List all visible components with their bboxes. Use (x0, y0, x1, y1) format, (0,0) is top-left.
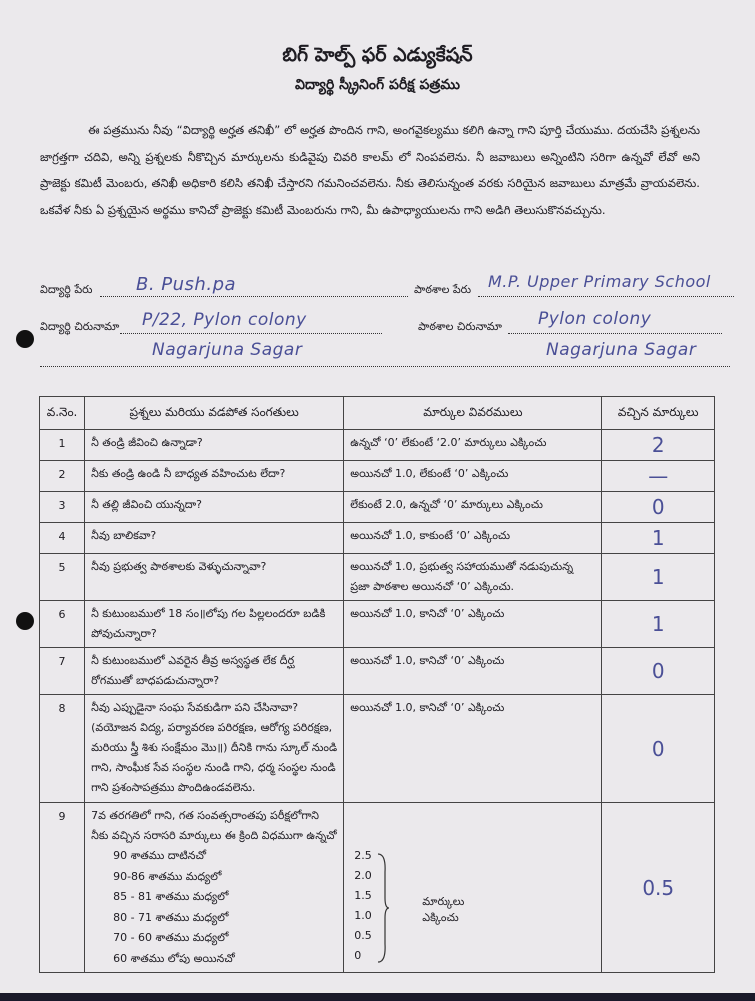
marks-rule: అయినచో 1.0, ప్రభుత్వ సహాయముతో నడుపుచున్న ప్రజా పాఠశాల అయినచో ‘0’ ఎక్కించు. (344, 554, 602, 601)
punch-hole-top (16, 330, 34, 348)
table-row (40, 601, 715, 648)
percentage-band: 90 శాతము దాటినచో (113, 849, 207, 862)
punch-hole-bottom (16, 612, 34, 630)
organization-title: బిగ్ హెల్ప్ ఫర్ ఎడ్యుకేషన్ (282, 44, 473, 66)
school-address-line (508, 333, 722, 334)
obtained-mark[interactable]: 0 (602, 492, 715, 523)
question-text: నీ తల్లి జీవించి యున్నదా? (85, 492, 344, 523)
row-number: 5 (40, 554, 85, 601)
obtained-mark[interactable]: 1 (602, 554, 715, 601)
row-number: 3 (40, 492, 85, 523)
marks-rule (344, 803, 602, 973)
obtained-mark[interactable]: 0 (602, 695, 715, 803)
question-text (85, 803, 344, 973)
student-name-line (100, 296, 408, 297)
table-row (40, 554, 715, 601)
obtained-mark[interactable]: 1 (602, 523, 715, 554)
score-value: 1.0 (354, 909, 372, 922)
marks-rule: అయినచో 1.0, కానిచో ‘0’ ఎక్కించు (344, 648, 602, 695)
table-row (40, 523, 715, 554)
table-header-row (40, 397, 715, 430)
question-text: నీవు బాలికవా? (85, 523, 344, 554)
col-marks-header: మార్కుల వివరములు (344, 397, 602, 430)
score-value: 0.5 (354, 929, 372, 942)
score-scale (350, 806, 595, 962)
score-value: 1.5 (354, 889, 372, 902)
student-name-value[interactable]: B. Push.pa (136, 274, 237, 295)
percentage-band: 80 - 71 శాతము మధ్యలో (113, 910, 229, 924)
student-address-line (120, 333, 382, 334)
obtained-mark[interactable]: 1 (602, 601, 715, 648)
percentage-band: 70 - 60 శాతము మధ్యలో (113, 931, 229, 944)
percentage-band: 90-86 శాతము మధ్యలో (113, 869, 222, 883)
table-row (40, 803, 715, 973)
percentage-band: 60 శాతము లోపు అయినచో (113, 951, 235, 965)
row-number: 4 (40, 523, 85, 554)
row-number: 7 (40, 648, 85, 695)
marks-rule: అయినచో 1.0, కానిచో ‘0’ ఎక్కించు (344, 695, 602, 803)
student-name-label: విద్యార్థి పేరు (40, 283, 93, 296)
table-row (40, 492, 715, 523)
score-value: 2.5 (354, 849, 372, 862)
school-address-line2[interactable]: Nagarjuna Sagar (546, 340, 697, 360)
student-address-line2[interactable]: Nagarjuna Sagar (152, 340, 303, 360)
marks-rule: లేకుంటే 2.0, ఉన్నచో ‘0’ మార్కులు ఎక్కించు (344, 492, 602, 523)
school-name-line (478, 296, 734, 297)
form-title: విద్యార్థి స్క్రీనింగ్ పరీక్ష పత్రము (295, 77, 460, 93)
row-number: 6 (40, 601, 85, 648)
table-row (40, 648, 715, 695)
student-address-line1[interactable]: P/22, Pylon colony (142, 310, 307, 330)
col-question-header: ప్రశ్నలు మరియు వడపోత సంగతులు (85, 397, 344, 430)
score-label-line2: ఎక్కించు (422, 911, 459, 924)
school-name-value[interactable]: M.P. Upper Primary School (488, 272, 711, 291)
score-label-line1: మార్కులు (422, 895, 465, 908)
question-text: నీకు తండ్రి ఉండి నీ బాధ్యత వహించుట లేదా? (85, 461, 344, 492)
question-text: నీవు ప్రభుత్వ పాఠశాలకు వెళ్ళుచున్నావా? (85, 554, 344, 601)
student-address-label: విద్యార్థి చిరునామా (40, 320, 120, 333)
score-value: 2.0 (354, 869, 372, 882)
address-continuation-line (40, 366, 730, 367)
percentage-band: 85 - 81 శాతము మధ్యలో (113, 890, 229, 903)
row-number: 9 (40, 803, 85, 973)
row-number: 8 (40, 695, 85, 803)
question-text: నీవు ఎప్పుడైనా సంఘ సేవకుడిగా పని చేసినావా? (వయోజన విద్య, పర్యావరణ పరిరక్షణ, ఆరోగ్య పరిరక్షణ, మరియు స్త్రీ శిశు సంక్షేమం మొ॥) దీనికి గాను స్కూల్ నుండి గాని, సాంఘీక సేవ సంస్థల నుండి గాని, ధర్మ సంస్థల నుండి గాని ప్రశంసాపత్రము పొందిఉండవలెను. (85, 695, 344, 803)
question-text: నీ కుటుంబములో 18 సం॥లోపు గల పిల్లలందరూ బడికి పోవుచున్నారా? (85, 601, 344, 648)
obtained-mark[interactable]: 0 (602, 648, 715, 695)
school-address-line1[interactable]: Pylon colony (538, 309, 652, 329)
table-row (40, 461, 715, 492)
row-number: 2 (40, 461, 85, 492)
row-number: 1 (40, 430, 85, 461)
obtained-mark[interactable]: — (602, 461, 715, 492)
score-values (354, 846, 372, 966)
screening-questions-table (39, 396, 715, 973)
school-name-label: పాఠశాల పేరు (414, 283, 472, 296)
score-value: 0 (354, 949, 362, 962)
instructions-paragraph: ఈ పత్రమును నీవు “విద్యార్థి అర్హత తనిఖీ” లో అర్హత పొందిన గాని, అంగవైకల్యము కలిగి ఉన్నా గాని పూర్తి చేయుము. దయచేసి ప్రశ్నలను జాగ్రత్తగా చదివి, అన్ని ప్రశ్నలకు నీకొచ్చిన మార్కులను కుడివైపు చివరి కాలమ్ లో నింపవలెను. నీ జవాబులు అన్నింటిని సరిగా ఉన్నవో లేవో అని ప్రాజెక్టు కమిటీ మెంబరు, తనిఖీ అధికారి కలిసి తనిఖీ చేస్తారని గమనించవలెను. నీకు తెలిసున్నంత వరకు సరియైన జవాబులు మాత్రమే వ్రాయవలెను. ఒకవేళ నీకు ఏ ప్రశ్నయైన అర్థము కానిచో ప్రాజెక్టు కమిటీ మెంబరును గాని, మీ ఉపాధ్యాయులను గాని అడిగి తెలుసుకొనవచ్చును. (40, 123, 700, 217)
marks-rule: ఉన్నచో ‘0’ లేకుంటే ‘2.0’ మార్కులు ఎక్కించు (344, 430, 602, 461)
obtained-mark[interactable]: 0.5 (602, 803, 715, 973)
table-row (40, 695, 715, 803)
question-text: నీ తండ్రి జీవించి ఉన్నాడా? (85, 430, 344, 461)
scan-edge (0, 993, 755, 1001)
obtained-mark[interactable]: 2 (602, 430, 715, 461)
curly-brace-icon (376, 852, 390, 964)
score-instruction (422, 894, 464, 926)
marks-rule: అయినచో 1.0, కానిచో ‘0’ ఎక్కించు (344, 601, 602, 648)
marks-question: 7వ తరగతిలో గాని, గత సంవత్సరాంతపు పరీక్షలోగాని నీకు వచ్చిన సరాసరి మార్కులు ఈ క్రింది విధముగా ఉన్నచో (91, 809, 337, 842)
col-obtained-header: వచ్చిన మార్కులు (602, 397, 715, 430)
table-row (40, 430, 715, 461)
col-serial-header: వ.నెం. (40, 397, 85, 430)
marks-rule: అయినచో 1.0, లేకుంటే ‘0’ ఎక్కించు (344, 461, 602, 492)
question-text: నీ కుటుంబములో ఎవరైన తీవ్ర అస్వస్థత లేక దీర్ఘ రోగముతో బాధపడుచున్నారా? (85, 648, 344, 695)
school-address-label: పాఠశాల చిరునామా (418, 320, 502, 333)
marks-rule: అయినచో 1.0, కాకుంటే ‘0’ ఎక్కించు (344, 523, 602, 554)
